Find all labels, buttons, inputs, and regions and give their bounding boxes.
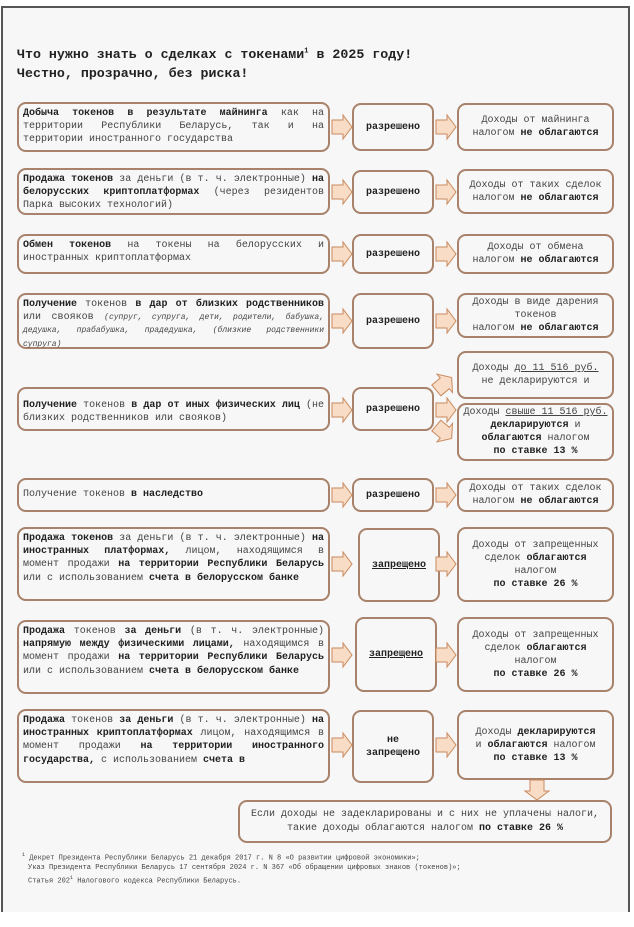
- title-line2: Честно, прозрачно, без риска!: [17, 66, 249, 81]
- condition-box-sale-p2p: Продажа токенов за деньги (в т. ч. электронные) напрямую между физическими лицами, находящимся в момент продажи на территории Республики Беларусь или с использованием счета в белорусском банке: [17, 620, 330, 694]
- status-box-allowed: разрешено: [352, 387, 434, 431]
- status-box-allowed: разрешено: [352, 478, 434, 512]
- condition-box-sale-abroad: Продажа токенов за деньги (в т. ч. электронные) на иностранных криптоплатформах лицом, находящимся в момент продажи на территории иностранного государства, с использованием счета в: [17, 709, 330, 783]
- result-box-exchange: Доходы от обмена налогом не облагаются: [457, 234, 614, 274]
- penalty-note-box: Если доходы не задекларированы и с них не уплачены налоги, такие доходы облагаются налогом по ставке 26 %: [238, 800, 612, 843]
- condition-box-sale-by-platforms: Продажа токенов за деньги (в т. ч. электронные) на белорусских криптоплатформах (через резидентов Парка высоких технологий): [17, 168, 330, 215]
- result-box-sale-by-platforms: Доходы от таких сделок налогом не облагаются: [457, 169, 614, 214]
- result-box-mining: Доходы от майнинга налогом не облагаются: [457, 103, 614, 151]
- page-title: [17, 45, 412, 83]
- result-box-gift-over-limit: Доходы свыше 11 516 руб. декларируются и облагаются налогом по ставке 13 %: [457, 403, 614, 461]
- condition-box-inheritance: Получение токенов в наследство: [17, 478, 330, 512]
- status-box-allowed: разрешено: [352, 234, 434, 274]
- condition-box-gift-others: Получение токенов в дар от иных физических лиц (не близких родственников или свояков): [17, 387, 330, 431]
- footnote-line: Статья 202: [28, 877, 71, 886]
- status-box-allowed: разрешено: [352, 103, 434, 151]
- condition-box-exchange: Обмен токенов на токены на белорусских и иностранных криптоплатформах: [17, 234, 330, 274]
- footnotes: $^1$ Декрет Президента Республики Беларусь 21 декабря 2017 г. N 8 «О развитии цифровой экономики»; Указ Президента Республики Беларусь 17 сентября 2024 г. N 367 «Об обращении цифровых знаков (токенов)»; Статья $202^1$ Налогового кодекса Республики Беларусь.: [22, 852, 461, 886]
- footnote-line: Декрет Президента Республики Беларусь 21 декабря 2017 г. N 8 «О развитии цифровой экономики»;: [29, 854, 420, 863]
- result-box-inheritance: Доходы от таких сделок налогом не облагаются: [457, 478, 614, 512]
- result-box-sale-abroad: Доходы декларируются и облагаются налогом по ставке 13 %: [457, 710, 614, 780]
- condition-box-gift-relatives: Получение токенов в дар от близких родственников или свояков (супруг, супруга, дети, родители, бабушка, дедушка, прабабушка, прадедушка, (близкие родственники супруга): [17, 293, 330, 349]
- status-box-prohibited: запрещено: [355, 617, 437, 692]
- condition-box-mining: Добыча токенов в результате майнинга как на территории Республики Беларусь, так и на территории иностранного государства: [17, 102, 330, 152]
- status-box-not-prohibited: не запрещено: [352, 710, 434, 783]
- status-box-allowed: разрешено: [352, 170, 434, 214]
- title-line1: Что нужно знать о сделках с токенами: [17, 47, 305, 62]
- result-box-gift-under-limit: Доходы до 11 516 руб. не декларируются и: [457, 351, 614, 399]
- condition-box-sale-foreign-platforms: Продажа токенов за деньги (в т. ч. электронные) на иностранных платформах, лицом, находящимся в момент продажи на территории Республики Беларусь или с использованием счета в белорусском банке: [17, 527, 330, 601]
- result-box-sale-foreign-platforms: Доходы от запрещенных сделок облагаются налогом по ставке 26 %: [457, 527, 614, 602]
- footnote-marker: 1: [22, 852, 26, 858]
- title-line1-end: в 2025 году!: [308, 47, 413, 62]
- status-box-allowed: разрешено: [352, 293, 434, 349]
- footnote-ref: 1: [304, 47, 309, 56]
- footnote-line: Указ Президента Республики Беларусь 17 сентября 2024 г. N 367 «Об обращении цифровых знаков (токенов)»;: [28, 864, 461, 873]
- result-box-sale-p2p: Доходы от запрещенных сделок облагаются налогом по ставке 26 %: [457, 617, 614, 692]
- status-box-prohibited: запрещено: [358, 528, 440, 602]
- result-box-gift-relatives: Доходы в виде дарения токенов налогом не облагаются: [457, 293, 614, 338]
